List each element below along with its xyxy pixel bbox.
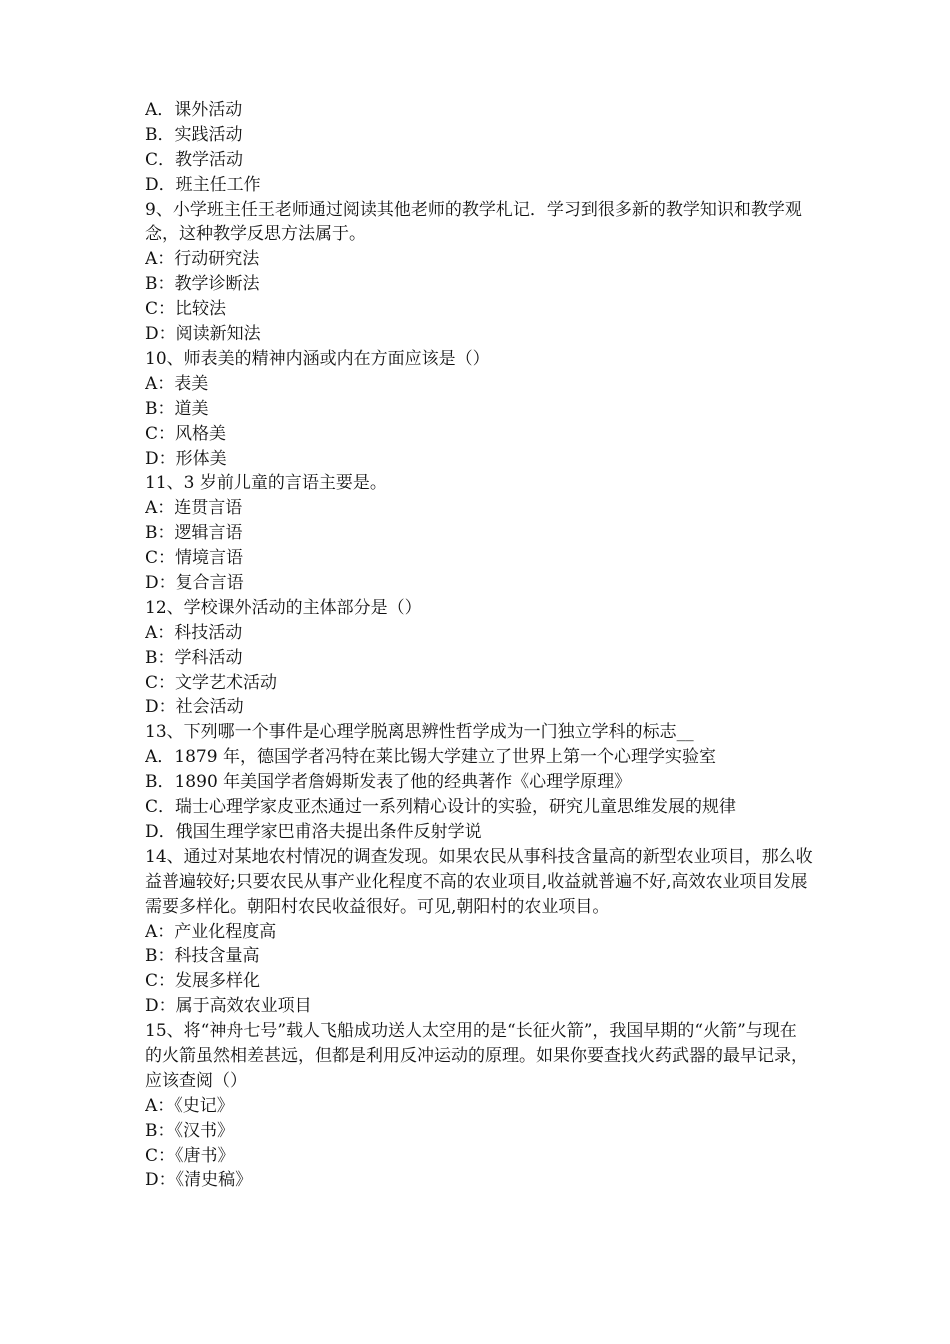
preamble-options <box>145 98 813 198</box>
option-a: A．课外活动 <box>145 100 243 120</box>
option-d: D：《清史稿》 <box>145 1170 253 1191</box>
question-11 <box>145 471 813 595</box>
option-c: C．瑞士心理学家皮亚杰通过一系列精心设计的实验，研究儿童思维发展的规律 <box>145 797 737 818</box>
option-c: C：发展多样化 <box>145 971 261 992</box>
question-12 <box>145 596 813 720</box>
option-a: A：科技活动 <box>145 622 243 643</box>
question-stem: 14、通过对某地农村情况的调查发现。如果农民从事科技含量高的新型农业项目，那么收益普遍较好;只要农民从事产业化程度不高的农业项目,收益就普遍不好,高效农业项目发展需要多样化。朝阳村农民收益很好。可见,朝阳村的农业项目。 <box>145 846 813 917</box>
option-c: C．教学活动 <box>145 149 244 170</box>
question-stem: 11、3 岁前儿童的言语主要是。 <box>145 473 387 494</box>
option-c: C：情境言语 <box>145 548 244 569</box>
option-c: C：《唐书》 <box>145 1145 235 1166</box>
option-b: B：《汉书》 <box>145 1120 234 1141</box>
option-d: D：社会活动 <box>145 697 244 718</box>
question-15 <box>145 1019 813 1193</box>
option-d: D：复合言语 <box>145 572 244 593</box>
option-d: D．俄国生理学家巴甫洛夫提出条件反射学说 <box>145 821 482 842</box>
option-a: A：表美 <box>145 373 209 394</box>
option-d: D：形体美 <box>145 448 227 469</box>
question-10 <box>145 347 813 471</box>
option-b: B．1890 年美国学者詹姆斯发表了他的经典著作《心理学原理》 <box>145 772 632 793</box>
question-stem: 13、下列哪一个事件是心理学脱离思辨性哲学成为一门独立学科的标志__ <box>145 722 694 743</box>
option-a: A．1879 年，德国学者冯特在莱比锡大学建立了世界上第一个心理学实验室 <box>145 747 716 768</box>
question-stem: 12、学校课外活动的主体部分是（） <box>145 597 422 618</box>
option-d: D：阅读新知法 <box>145 324 261 345</box>
option-d: D．班主任工作 <box>145 174 261 195</box>
option-b: B：学科活动 <box>145 647 243 668</box>
option-c: C：文学艺术活动 <box>145 672 278 693</box>
question-stem: 15、将“神舟七号”载人飞船成功送人太空用的是“长征火箭”，我国早期的“火箭”与现在的火箭虽然相差甚远，但都是利用反冲运动的原理。如果你要查找火药武器的最早记录，应该查阅（） <box>145 1021 808 1091</box>
document-page <box>145 98 813 1193</box>
option-d: D：属于高效农业项目 <box>145 996 312 1017</box>
question-13 <box>145 720 813 844</box>
option-a: A：行动研究法 <box>145 249 260 270</box>
option-b: B：科技含量高 <box>145 946 260 967</box>
question-14 <box>145 845 813 1019</box>
option-a: A：产业化程度高 <box>145 921 277 942</box>
option-a: A：《史记》 <box>145 1095 234 1116</box>
option-b: B：教学诊断法 <box>145 274 260 295</box>
option-c: C：风格美 <box>145 423 227 444</box>
option-c: C：比较法 <box>145 299 227 320</box>
question-stem: 10、师表美的精神内涵或内在方面应该是（） <box>145 348 490 369</box>
option-b: B：逻辑言语 <box>145 523 243 544</box>
option-b: B：道美 <box>145 398 209 419</box>
option-a: A：连贯言语 <box>145 498 243 519</box>
question-9 <box>145 198 813 347</box>
option-b: B．实践活动 <box>145 124 243 145</box>
question-stem: 9、小学班主任王老师通过阅读其他老师的教学札记．学习到很多新的教学知识和教学观念，这种教学反思方法属于。 <box>145 199 802 245</box>
